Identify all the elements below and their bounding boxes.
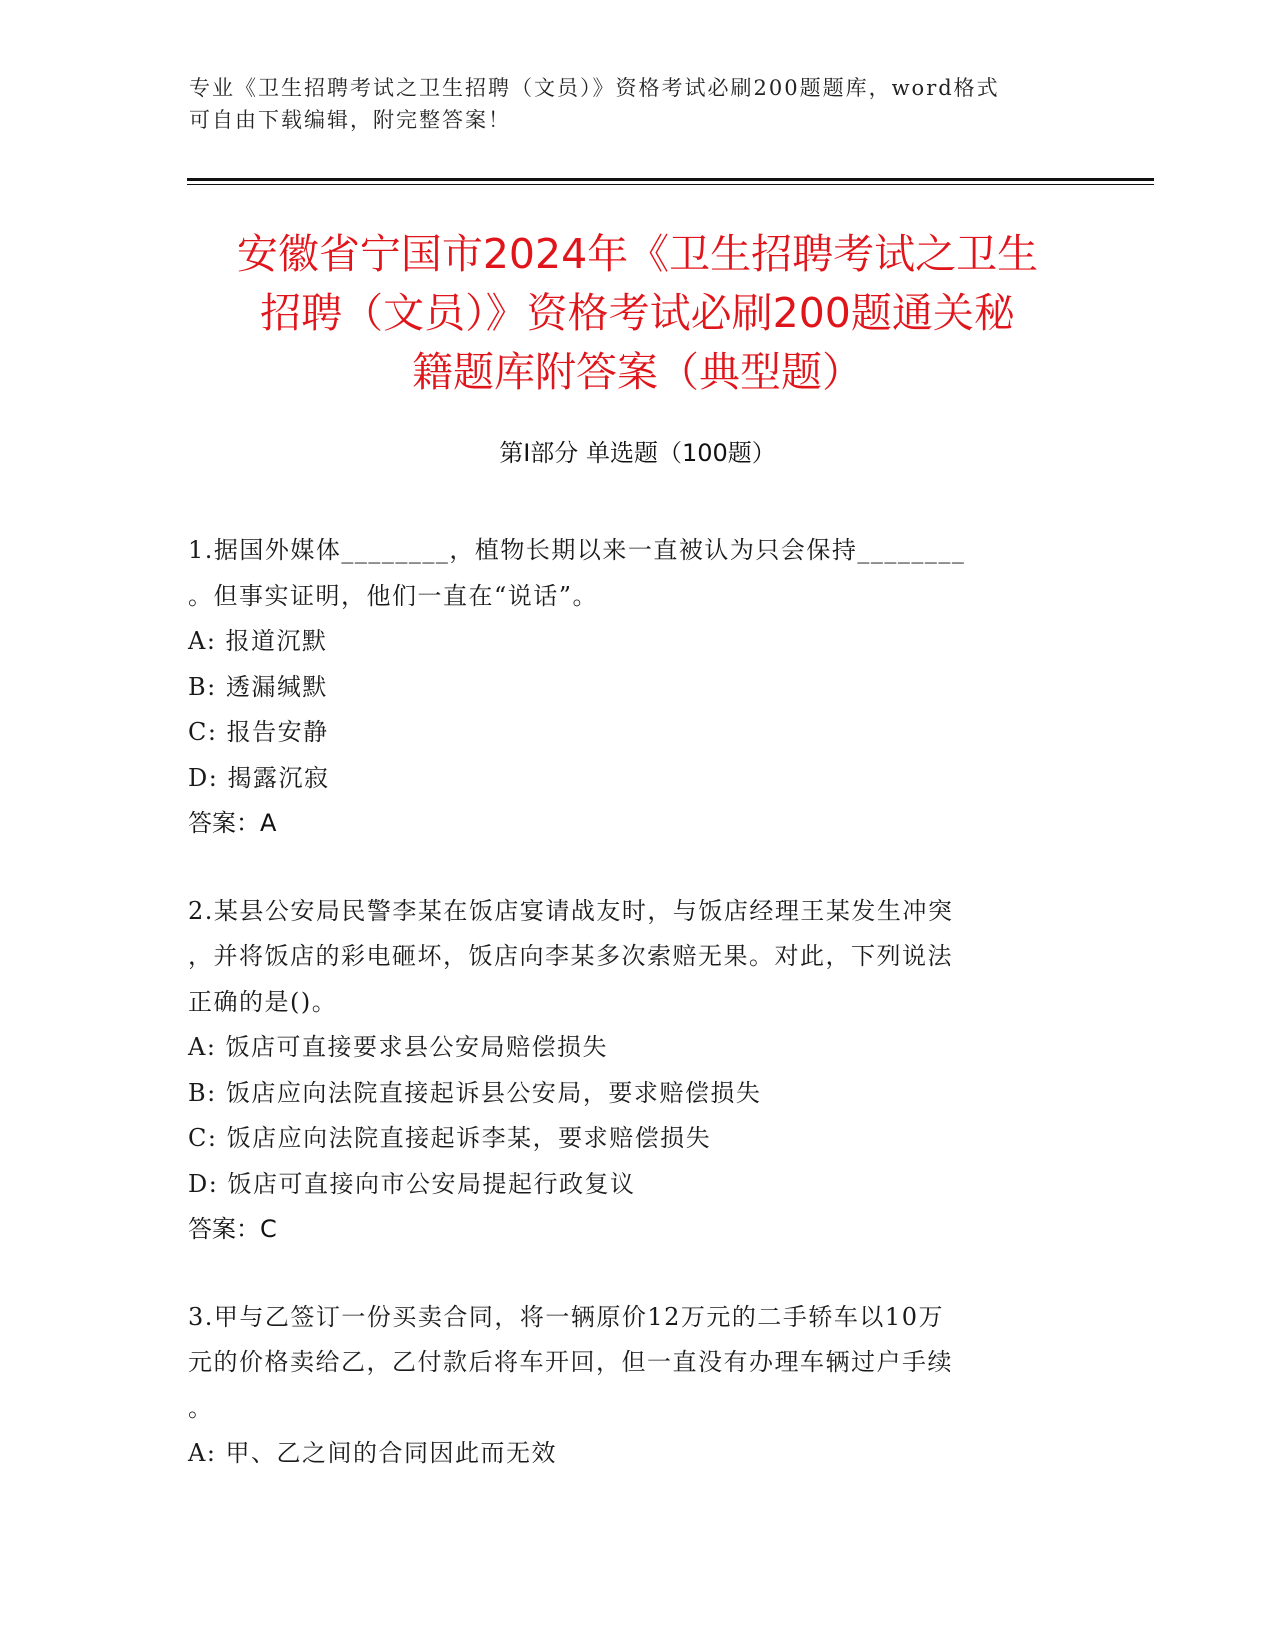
option-a: A: 甲、乙之间的合同因此而无效: [188, 1439, 558, 1467]
option-d: D: 饭店可直接向市公安局提起行政复议: [188, 1169, 636, 1198]
header-divider-thin: [187, 184, 1154, 185]
header-note-line: 专业《卫生招聘考试之卫生招聘（文员）》资格考试必刷200题题库，word格式: [189, 76, 1000, 100]
option-b: B: 透漏缄默: [188, 672, 328, 701]
header-note: [189, 72, 1069, 136]
option-c: C: 报告安静: [188, 718, 329, 746]
question-stem-line: 。: [188, 1393, 214, 1422]
header-note-line: 可自由下载编辑，附完整答案！: [189, 108, 511, 132]
document-title-line: 籍题库附答案（典型题）: [412, 348, 863, 396]
option-c: C: 饭店应向法院直接起诉李某，要求赔偿损失: [188, 1124, 712, 1152]
answer-line: 答案：C: [188, 1215, 277, 1243]
question-item: [188, 889, 1068, 1253]
question-item: [188, 528, 1068, 847]
option-a: A: 饭店可直接要求县公安局赔偿损失: [188, 1033, 609, 1061]
question-list: [188, 528, 1068, 1519]
question-stem-line: 。但事实证明，他们一直在“说话”。: [188, 581, 599, 610]
option-b: B: 饭店应向法院直接起诉县公安局，要求赔偿损失: [188, 1078, 762, 1107]
question-stem-line: 3.甲与乙签订一份买卖合同，将一辆原价12万元的二手轿车以10万: [188, 1302, 944, 1331]
question-item: [188, 1295, 1068, 1477]
document-title: [150, 225, 1125, 402]
question-stem-line: 2.某县公安局民警李某在饭店宴请战友时，与饭店经理王某发生冲突: [188, 896, 954, 925]
document-title-line: 安徽省宁国市2024年《卫生招聘考试之卫生: [236, 230, 1039, 278]
question-stem-line: ，并将饭店的彩电砸坏，饭店向李某多次索赔无果。对此，下列说法: [188, 942, 953, 970]
option-a: A: 报道沉默: [188, 627, 328, 655]
question-stem-line: 1.据国外媒体________，植物长期以来一直被认为只会保持________: [188, 536, 966, 564]
question-stem-line: 元的价格卖给乙，乙付款后将车开回，但一直没有办理车辆过户手续: [188, 1348, 953, 1376]
document-title-line: 招聘（文员）》资格考试必刷200题通关秘: [260, 289, 1015, 337]
header-divider-thick: [187, 178, 1154, 181]
option-d: D: 揭露沉寂: [188, 763, 330, 792]
section-title: 第Ⅰ部分 单选题（100题）: [499, 439, 776, 467]
answer-line: 答案：A: [188, 809, 277, 837]
question-stem-line: 正确的是()。: [188, 987, 338, 1016]
